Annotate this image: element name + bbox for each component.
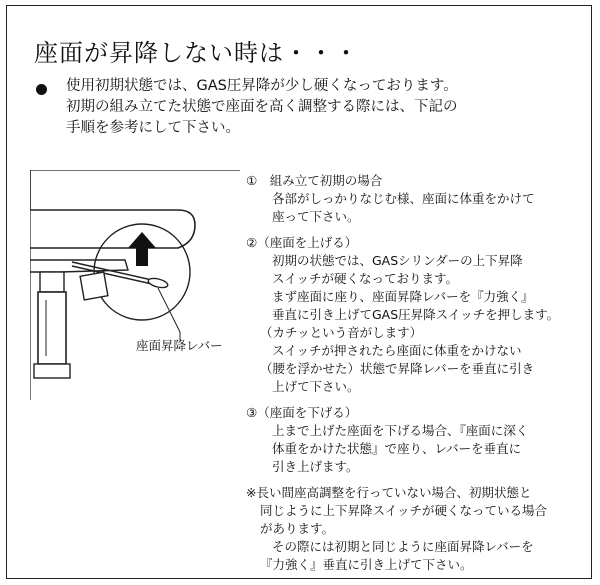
lever-label: 座面昇降レバー bbox=[136, 338, 223, 353]
step3-heading: ③（座面を下げる） bbox=[246, 405, 358, 420]
step-note: （カチッという音がします） bbox=[260, 325, 423, 340]
seat-mechanism bbox=[30, 260, 128, 272]
bullet-icon bbox=[36, 84, 47, 95]
footnote-line: 同じように上下昇降スイッチが硬くなっている場合 bbox=[260, 503, 548, 518]
seat-outline bbox=[30, 170, 195, 248]
footnote-line: その際には初期と同じように座面昇降レバーを bbox=[272, 539, 534, 554]
lever-bracket bbox=[80, 272, 108, 300]
intro-line: 手順を参考にして下さい。 bbox=[66, 120, 240, 136]
step-line: スイッチが硬くなっております。 bbox=[272, 271, 459, 286]
step-line: 垂直に引き上げてGAS圧昇降スイッチを押します。 bbox=[272, 307, 560, 322]
up-arrow-icon bbox=[128, 232, 156, 266]
step-line: 上げて下さい。 bbox=[272, 379, 360, 394]
step-line: 引き上げます。 bbox=[272, 459, 359, 474]
step-note: （腰を浮かせた）状態で昇降レバーを垂直に引き bbox=[260, 361, 535, 376]
step-line: 座って下さい。 bbox=[272, 209, 360, 224]
footnote-line: ※長い間座高調整を行っていない場合、初期状態と bbox=[246, 485, 532, 500]
step-line: まず座面に座り、座面昇降レバーを『力強く』 bbox=[272, 289, 534, 304]
gas-cylinder bbox=[38, 292, 66, 364]
gas-cylinder-base bbox=[34, 364, 70, 378]
step-line: 上まで上げた座面を下げる場合、『座面に深く bbox=[272, 423, 529, 438]
step2-heading: ②（座面を上げる） bbox=[246, 235, 358, 250]
instruction-steps bbox=[246, 172, 559, 574]
step-line: 初期の状態では、GASシリンダーの上下昇降 bbox=[272, 253, 523, 268]
lever-grip bbox=[147, 277, 168, 290]
footnote-line: 『力強く』垂直に引き上げて下さい。 bbox=[260, 557, 473, 572]
gas-cylinder bbox=[40, 272, 64, 292]
intro-paragraph bbox=[66, 76, 458, 139]
step-line: 各部がしっかりなじむ様、座面に体重をかけて bbox=[272, 191, 535, 206]
step1-heading: ① 組み立て初期の場合 bbox=[246, 173, 383, 188]
footnote-line: があります。 bbox=[260, 521, 335, 536]
page-title: 座面が昇降しない時は・・・ bbox=[34, 39, 359, 67]
intro-line: 初期の組み立てた状態で座面を高く調整する際には、下記の bbox=[66, 99, 458, 115]
intro-line: 使用初期状態では、GAS圧昇降が少し硬くなっております。 bbox=[66, 78, 458, 94]
chair-lever-illustration bbox=[30, 170, 240, 400]
step-line: 体重をかけた状態』で座り、レバーを垂直に bbox=[272, 441, 522, 456]
callout-line bbox=[158, 288, 180, 332]
step-line: スイッチが押されたら座面に体重をかけない bbox=[272, 343, 522, 358]
